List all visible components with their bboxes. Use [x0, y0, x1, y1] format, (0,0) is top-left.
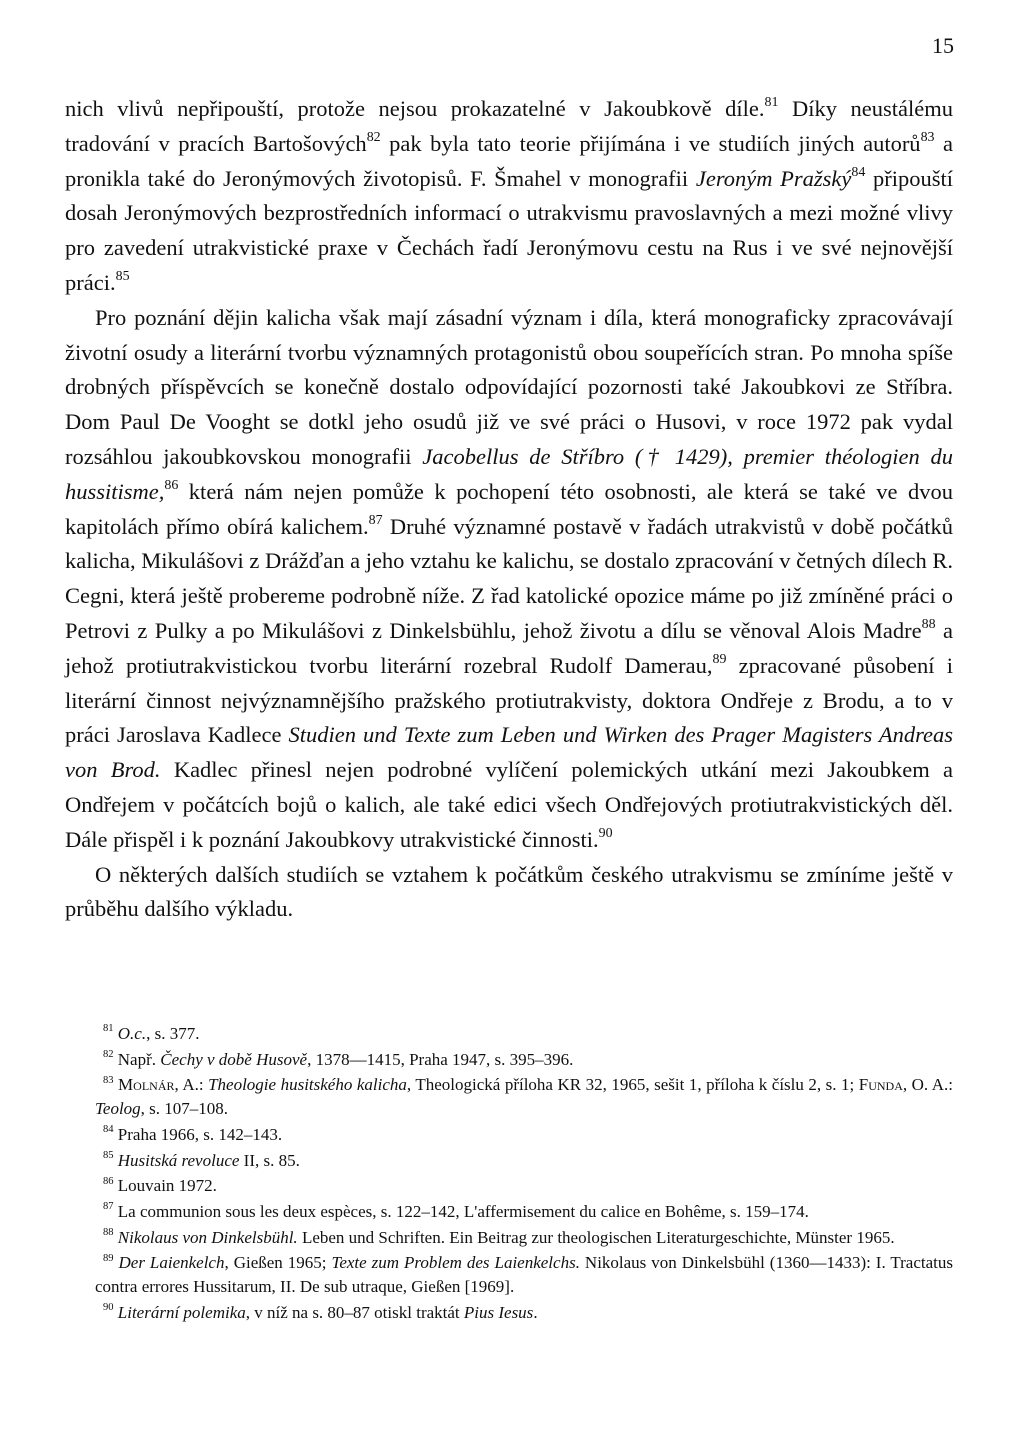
footnote [95, 1048, 953, 1072]
footnote [95, 1073, 953, 1120]
footnote-marker: 85 [103, 1149, 114, 1161]
footnote [95, 1123, 953, 1147]
footnote [95, 1149, 953, 1173]
italic-title: Jacobellus de Stříbro († 1429), premier théologien du hussitisme, [65, 443, 954, 504]
footnote-marker: 90 [103, 1302, 114, 1314]
footnote-marker: 90 [598, 825, 613, 841]
text-run: Díky neustálému tradování v pracích Bartošových [65, 96, 953, 156]
footnote-marker: 84 [103, 1124, 114, 1136]
footnote [95, 1200, 953, 1224]
text-run: , Theologická příloha KR 32, 1965, sešit 1, příloha k číslu 2, s. 1; [406, 1075, 859, 1095]
italic-title: Literární polemika [117, 1302, 246, 1322]
italic-title: Pius Iesus [463, 1302, 534, 1322]
footnote-marker: 84 [851, 164, 866, 180]
italic-title: Studien und Texte zum Leben und Wirken des Prager Magisters Andreas von Brod. [65, 722, 953, 783]
text-run: , O. A.: [902, 1075, 953, 1095]
italic-title: Theologie husitského kalicha [208, 1075, 407, 1095]
italic-title: O.c. [117, 1024, 147, 1043]
text-run: a jehož protiutrakvistickou tvorbu literární rozebral Rudolf Damerau, [65, 617, 953, 678]
paragraph [65, 92, 953, 301]
paragraph [65, 301, 953, 858]
text-run: , Gießen 1965; [224, 1253, 332, 1273]
footnote-marker: 89 [712, 651, 727, 667]
footnote [95, 1301, 953, 1325]
footnote [95, 1251, 953, 1298]
footnote-marker: 87 [368, 512, 383, 528]
text-run: , s. 377. [146, 1024, 200, 1043]
footnote-marker: 85 [115, 269, 130, 285]
text-run: Nikolaus von Dinkelsbühl (1360—1433): I. Tractatus contra errores Hussitarum, II. De sub utraque, Gießen [1969]. [95, 1253, 953, 1297]
text-run: zpracované působení i literární činnost nejvýznamnějšího pražského protiutrakvisty, doktora Ondřeje z Brodu, a to v práci Jaroslava Kadlece [65, 652, 953, 748]
text-run: , 1378—1415, Praha 1947, s. 395–396. [307, 1049, 574, 1069]
footnote-marker: 88 [103, 1226, 114, 1238]
footnote-marker: 89 [103, 1252, 114, 1264]
italic-title: Texte zum Problem des Laienkelchs. [331, 1253, 580, 1273]
footnote-marker: 86 [103, 1175, 114, 1187]
text-run: a pronikla také do Jeronýmových životopisů. F. Šmahel v monografii [65, 130, 953, 191]
footnote [95, 1174, 953, 1198]
italic-title: Husitská revoluce [117, 1150, 240, 1170]
text-run: Funda [858, 1075, 903, 1095]
main-text [65, 92, 953, 927]
text-run: O některých dalších studiích se vztahem k počátkům českého utrakvismu se zmíníme ještě v průběhu dalšího výkladu. [65, 861, 953, 922]
text-run: . [533, 1302, 538, 1322]
footnote [95, 1226, 953, 1250]
italic-title: Nikolaus von Dinkelsbühl. [117, 1227, 298, 1247]
text-run: Druhé významné postavě v řadách utrakvistů v době počátků kalicha, Mikulášovi z Drážďan a jeho vztahu ke kalichu, se dostalo zpracování v četných dílech R. Cegni, která ještě probereme podrobně níže. Z řad katolické opozice máme po již zmíněné práci o Petrovi z Pulky a po Mikulášovi z Dinkelsbühlu, jehož životu a dílu se věnoval Alois Madre [65, 513, 953, 643]
text-run: , A.: [174, 1075, 209, 1095]
footnote-marker: 81 [103, 1023, 114, 1035]
footnote [95, 1022, 953, 1046]
footnotes [95, 1022, 953, 1326]
footnote-marker: 81 [764, 95, 779, 111]
footnote-marker: 83 [920, 129, 935, 145]
text-run: připouští dosah Jeronýmových bezprostředních informací o utrakvismu pravoslavných a mezi možné vlivy pro zavedení utrakvistické praxe v Čechách řadí Jeronýmovu cestu na Rus i ve své nejnovější práci. [65, 165, 953, 295]
footnote-marker: 82 [366, 129, 381, 145]
italic-title: Čechy v době Husově [160, 1049, 308, 1069]
footnote-marker: 87 [103, 1201, 114, 1213]
text-run: , v níž na s. 80–87 otiskl traktát [245, 1302, 464, 1322]
paragraph [65, 858, 953, 928]
footnote-marker: 82 [103, 1049, 114, 1060]
footnote-marker: 86 [164, 477, 179, 493]
italic-title: Teolog [95, 1099, 141, 1119]
text-run: která nám nejen pomůže k pochopení této osobnosti, ale která se také ve dvou kapitolách přímo obírá kalichem. [65, 478, 953, 539]
text-run: La communion sous les deux espèces, s. 122–142, L'affermisement du calice en Bohême, s. 159–174. [113, 1201, 809, 1221]
footnote-marker: 83 [103, 1074, 114, 1086]
text-run: Molnár [118, 1075, 175, 1095]
text-run: pak byla tato teorie přijímána i ve studiích jiných autorů [380, 130, 921, 156]
text-run: , s. 107–108. [140, 1099, 229, 1119]
text-run: II, s. 85. [239, 1150, 300, 1170]
text-run: Např. [113, 1049, 161, 1069]
page-number: 15 [932, 33, 954, 58]
text-run: Pro poznání dějin kalicha však mají zásadní význam i díla, která monograficky zpracovávají životní osudy a literární tvorbu významných protagonistů obou soupeřících stran. Po mnoha spíše drobných příspěvcích se konečně dostalo odpovídající pozornosti také Jakoubkovi ze Stříbra. Dom Paul De Vooght se dotkl jeho osudů již ve své práci o Husovi, v roce 1972 pak vydal rozsáhlou jakoubkovskou monografii [65, 304, 953, 469]
text-run: Louvain 1972. [113, 1176, 217, 1196]
footnote-marker: 88 [921, 617, 936, 633]
italic-title: Der Laienkelch [118, 1253, 225, 1273]
italic-title: Jeroným Pražský [695, 165, 852, 191]
text-run: Praha 1966, s. 142–143. [113, 1124, 283, 1144]
text-run: Leben und Schriften. Ein Beitrag zur theologischen Literaturgeschichte, Münster 1965. [297, 1227, 895, 1247]
text-run: nich vlivů nepřipouští, protože nejsou prokazatelné v Jakoubkově díle. [65, 96, 765, 121]
text-run: Kadlec přinesl nejen podrobné vylíčení polemických utkání mezi Jakoubkem a Ondřejem v počátcích bojů o kalich, ale také edici všech Ondřejových protiutrakvistických děl. Dále přispěl i k poznání Jakoubkovy utrakvistické činnosti. [65, 757, 953, 852]
